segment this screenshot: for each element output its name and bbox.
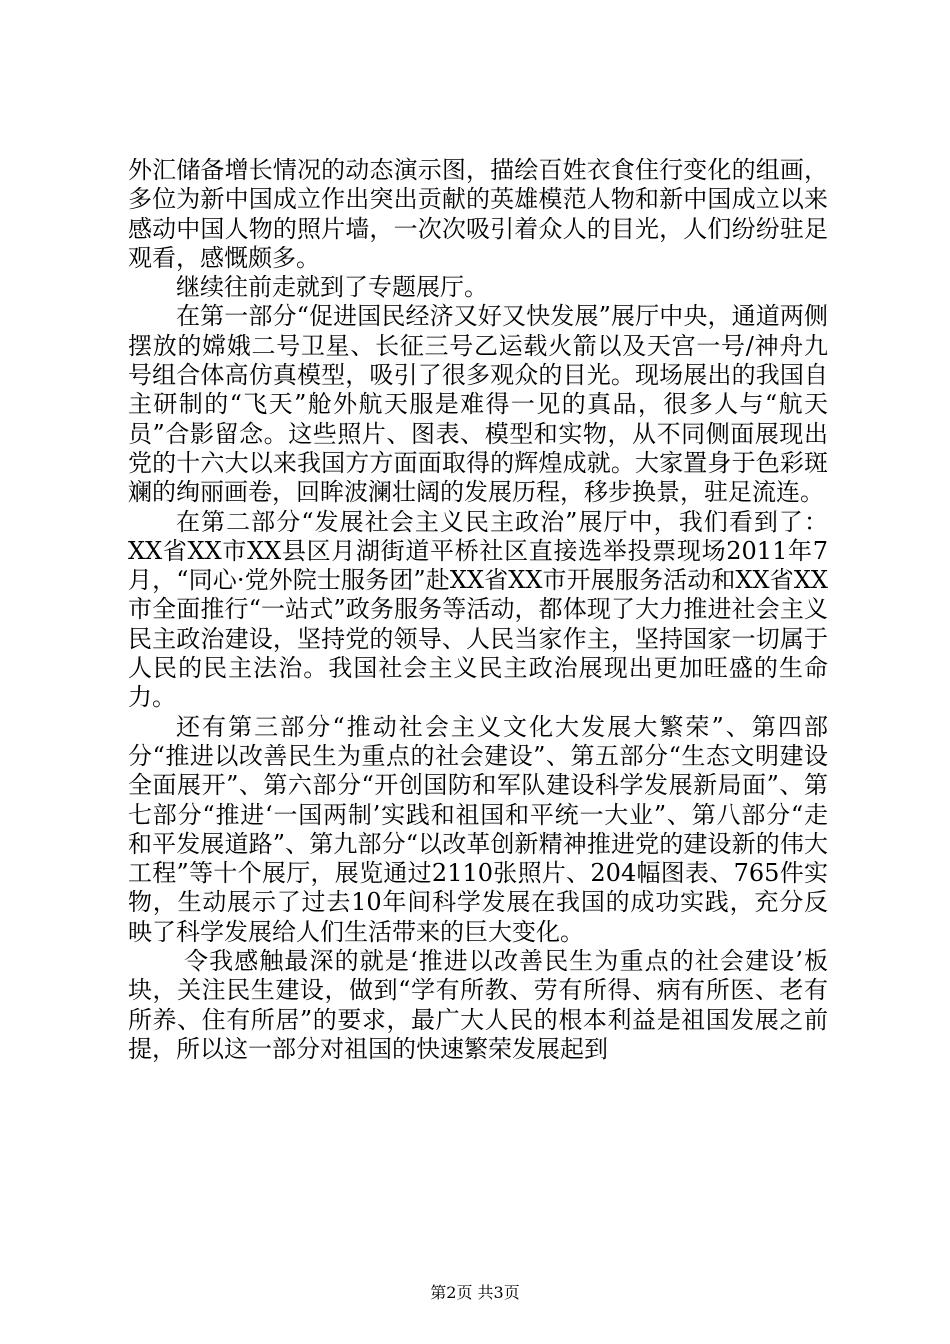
paragraph: 在第一部分“促进国民经济又好又快发展”展厅中央，通道两侧摆放的嫦娥二号卫星、长征三号乙运载火箭以及天宫一号/神舟九号组合体高仿真模型，吸引了很多观众的目光。现场展出的我国自主研制的“飞天”舱外航天服是难得一见的真品，很多人与“航天员”合影留念。这些照片、图表、模型和实物，从不同侧面展现出党的十六大以来我国方方面面取得的辉煌成就。大家置身于色彩斑斓的绚丽画卷，回眸波澜壮阔的发展历程，移步换景，驻足流连。 [128, 302, 828, 507]
paragraph: 继续往前走就到了专题展厅。 [176, 273, 488, 302]
page-footer: 第2页 共3页 [430, 1283, 520, 1302]
paragraph: 还有第三部分“推动社会主义文化大发展大繁荣”、第四部分“推进以改善民生为重点的社会建设”、第五部分“生态文明建设全面展开”、第六部分“开创国防和军队建设科学发展新局面”、第七部分“推进‘一国两制’实践和祖国和平统一大业”、第八部分“走和平发展道路”、第九部分“以改革创新精神推进党的建设新的伟大工程”等十个展厅，展览通过2110张照片、204幅图表、765件实物，生动展示了过去10年间科学发展在我国的成功实践，充分反映了科学发展给人们生活带来的巨大变化。 [128, 712, 828, 946]
document-body [128, 156, 828, 1064]
paragraph: 在第二部分“发展社会主义民主政治”展厅中，我们看到了：XX省XX市XX县区月湖街道平桥社区直接选举投票现场2011年7月，“同心·党外院士服务团”赴XX省XX市开展服务活动和XX省XX市全面推行“一站式”政务服务等活动，都体现了大力推进社会主义民主政治建设，坚持党的领导、人民当家作主，坚持国家一切属于人民的民主法治。我国社会主义民主政治展现出更加旺盛的生命力。 [128, 507, 828, 712]
paragraph: 外汇储备增长情况的动态演示图，描绘百姓衣食住行变化的组画，多位为新中国成立作出突出贡献的英雄模范人物和新中国成立以来感动中国人物的照片墙，一次次吸引着众人的目光，人们纷纷驻足观看，感慨颇多。 [128, 156, 828, 272]
paragraph: 令我感触最深的就是‘推进以改善民生为重点的社会建设’板块，关注民生建设，做到“学有所教、劳有所得、病有所医、老有所养、住有所居”的要求，最广大人民的根本利益是祖国发展之前提，所以这一部分对祖国的快速繁荣发展起到 [128, 947, 828, 1063]
